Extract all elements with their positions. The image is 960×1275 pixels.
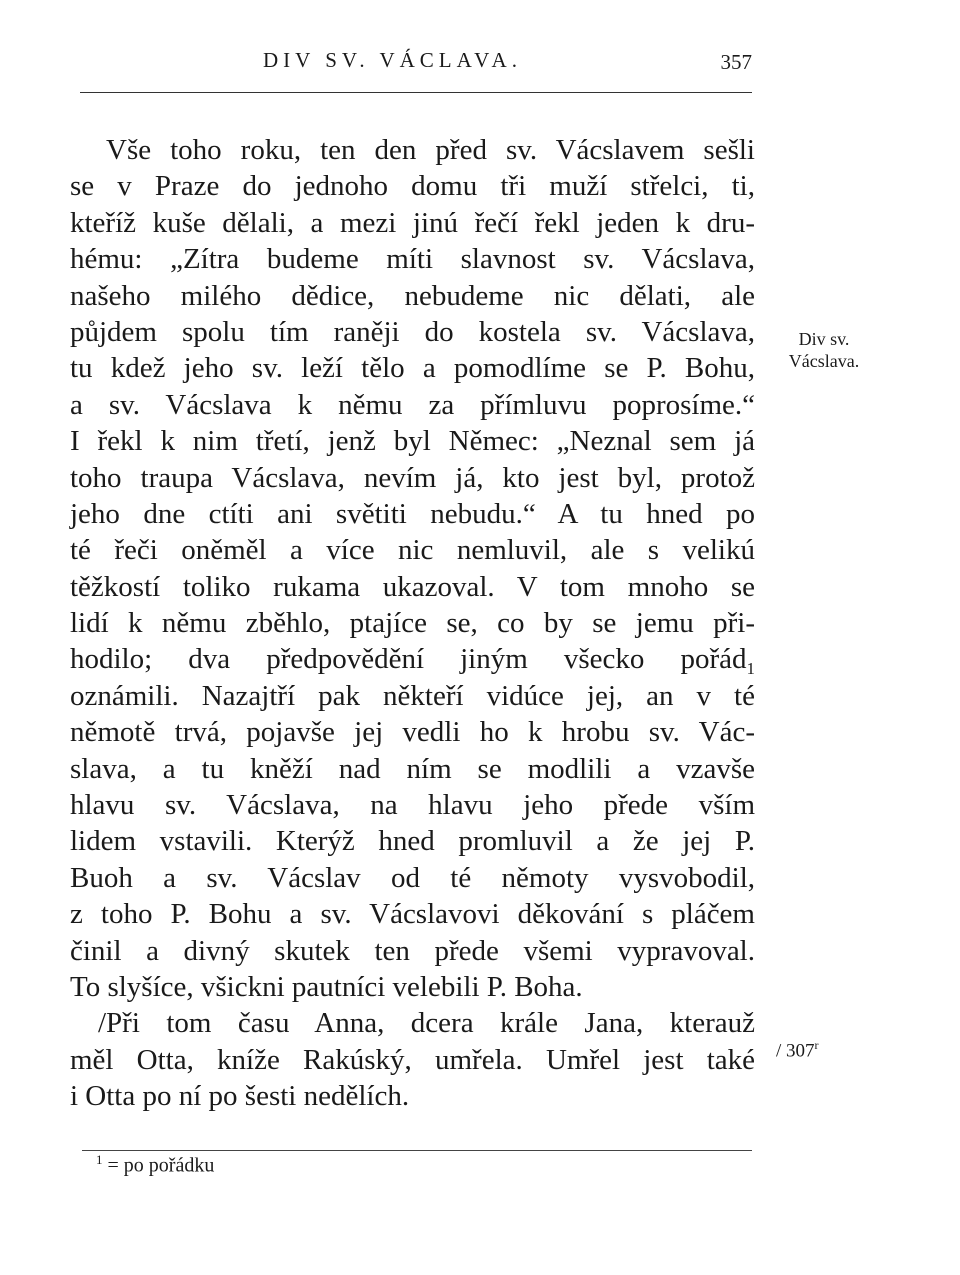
text-line: a sv. Vácslava k němu za přímluvu poprosíme.“ [70,388,755,421]
text-line: kteříž kuše dělali, a mezi jinú řečí řekl jeden k dru- [70,206,755,239]
margin-note-folio [776,1034,819,1062]
text-line: hlavu sv. Vácslava, na hlavu jeho přede vším [70,789,755,822]
text-line: hodilo; dva předpovědění jiným všecko pořád [70,643,747,676]
text-line: slava, a tu kněží nad ním se modlili a vzavše [70,752,755,785]
text-line: tu kdež jeho sv. leží tělo a pomodlíme se P. Bohu, [70,352,755,385]
footnote [96,1152,214,1178]
text-line: těžkostí toliko rukama ukazoval. V tom mnoho se [70,570,755,603]
running-head-title: DIV SV. VÁCLAVA. [263,48,522,72]
text-line: toho traupa Vácslava, nevím já, kto jest byl, protož [70,461,755,494]
text-line: I řekl k nim třetí, jenž byl Němec: „Neznal sem já [70,425,755,458]
footnote-marker: 1 [96,1152,103,1167]
folio-number: / 307 [776,1040,815,1062]
text-line: /Při tom času Anna, dcera krále Jana, kterauž [98,1007,755,1040]
page-number: 357 [720,50,752,74]
margin-note-line: Div sv. [798,329,850,349]
text-line: té řeči oněměl a více nic nemluvil, ale s velikú [70,534,755,567]
running-head [78,48,752,88]
text-line: našeho milého dědice, nebudeme nic dělati, ale [70,279,755,312]
text-line: jeho dne ctíti ani světiti nebudu.“ A tu hned po [70,497,755,530]
text-line: To slyšíce, všickni pautníci velebili P. Boha. [70,970,583,1003]
text-line: oznámili. Nazajtří pak někteří vidúce jej, an v té [70,679,755,712]
text-line: lidí k němu zběhlo, ptajíce se, co by se jemu při- [70,607,755,640]
text-line: Buoh a sv. Vácslav od té němoty vysvobodil, [70,861,755,894]
text-line-with-footnote [70,641,755,677]
text-line: Vše toho roku, ten den před sv. Vácslavem sešli [106,134,755,166]
folio-side: r [814,1038,819,1052]
text-line: i Otta po ní po šesti nedělích. [70,1080,410,1113]
text-line: měl Otta, kníže Rakúský, umřela. Umřel jest také [70,1043,755,1076]
footnote-reference: 1 [746,659,755,679]
text-line: z toho P. Bohu a sv. Vácslavovi děkování s pláčem [70,898,755,931]
text-line: hému: „Zítra budeme míti slavnost sv. Vácslava, [70,243,755,276]
header-rule [80,92,752,93]
text-line: se v Praze do jednoho domu tři muží střelci, ti, [70,170,755,203]
footnote-rule [82,1150,752,1151]
text-line: němotě trvá, pojavše jej vedli ho k hrobu sv. Vác- [70,716,755,749]
text-line: půjdem spolu tím raněji do kostela sv. Vácslava, [70,315,755,348]
text-line: lidem vstavili. Kterýž hned promluvil a že jej P. [70,825,755,858]
margin-note-line: Vácslava. [788,351,860,371]
text-line: činil a divný skutek ten přede všemi vypravoval. [70,934,755,967]
margin-note-div-sv-vacslava [774,328,874,372]
footnote-text: = po pořádku [107,1154,215,1177]
body-text [70,132,755,1115]
